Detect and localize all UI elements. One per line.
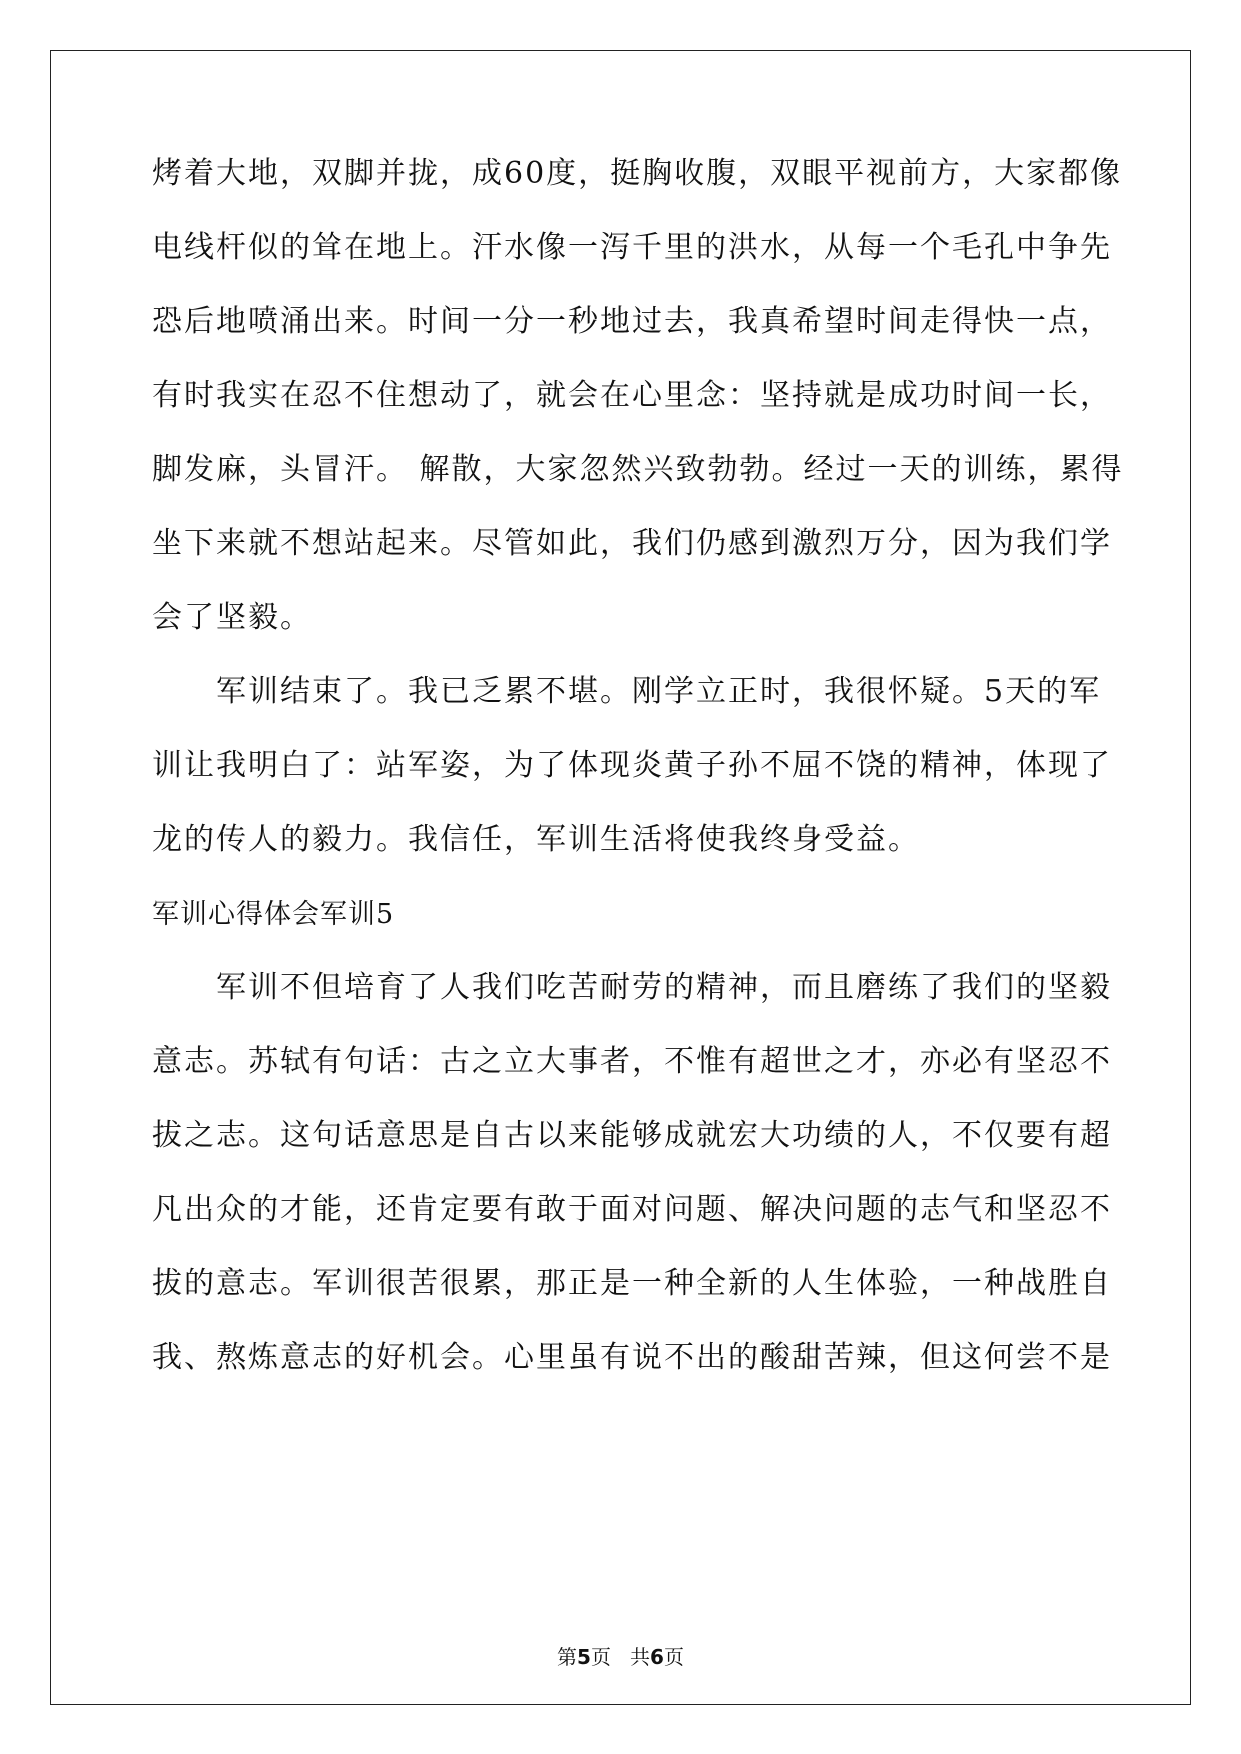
text-line: 我、熬炼意志的好机会。心里虽有说不出的酸甜苦辣，但这何尝不是 [152,1340,1112,1375]
footer-page-total: 6 [650,1645,664,1669]
footer-page-current: 5 [577,1645,591,1669]
text-line: 凡出众的才能，还肯定要有敢于面对问题、解决问题的志气和坚忍不 [152,1192,1112,1227]
footer-total-prefix: 共 [630,1645,651,1669]
text-line: 脚发麻，头冒汗。 解散，大家忽然兴致勃勃。经过一天的训练，累得 [152,452,1124,487]
section-heading: 军训心得体会军训5 [152,899,395,930]
text-line: 军训结束了。我已乏累不堪。刚学立正时，我很怀疑。5天的军 [152,674,1102,709]
text-line: 电线杆似的耸在地上。汗水像一泻千里的洪水，从每一个毛孔中争先 [152,230,1112,265]
text-line: 拔之志。这句话意思是自古以来能够成就宏大功绩的人，不仅要有超 [152,1118,1112,1153]
text-line: 拔的意志。军训很苦很累，那正是一种全新的人生体验，一种战胜自 [152,1266,1112,1301]
text-line: 意志。苏轼有句话：古之立大事者，不惟有超世之才，亦必有坚忍不 [152,1044,1112,1079]
text-line: 烤着大地，双脚并拢，成60度，挺胸收腹，双眼平视前方，大家都像 [152,156,1123,191]
page-border [50,50,1191,1705]
page-footer [0,1645,1241,1669]
footer-page-prefix: 第 [557,1645,578,1669]
text-line: 军训不但培育了人我们吃苦耐劳的精神，而且磨练了我们的坚毅 [152,970,1112,1005]
text-line: 恐后地喷涌出来。时间一分一秒地过去，我真希望时间走得快一点， [152,304,1112,339]
footer-total-unit: 页 [663,1645,684,1669]
footer-page-unit: 页 [590,1645,611,1669]
text-line: 有时我实在忍不住想动了，就会在心里念：坚持就是成功时间一长， [152,378,1112,413]
text-line: 会了坚毅。 [152,600,312,635]
text-line: 龙的传人的毅力。我信任，军训生活将使我终身受益。 [152,822,920,857]
text-line: 坐下来就不想站起来。尽管如此，我们仍感到激烈万分，因为我们学 [152,526,1112,561]
text-line: 训让我明白了：站军姿，为了体现炎黄子孙不屈不饶的精神，体现了 [152,748,1112,783]
